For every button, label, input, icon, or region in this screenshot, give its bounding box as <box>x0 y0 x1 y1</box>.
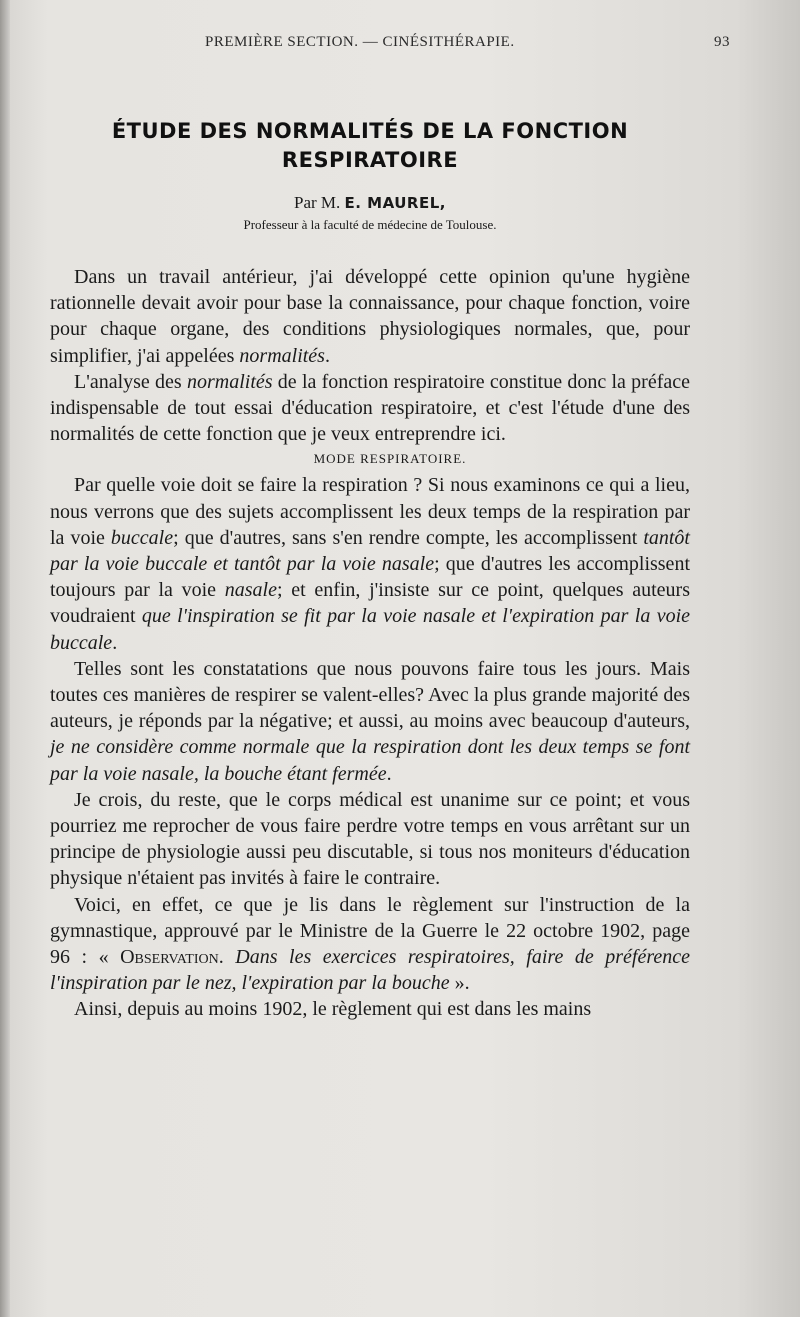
paragraph-text: ; que d'autres les accomplissent toujours par la voie <box>50 553 690 602</box>
emphasis-text: je ne considère comme normale que la respiration dont les deux temps se font par la voie nasale, la bouche étant fermée <box>50 736 690 785</box>
emphasis-text: nasale <box>224 579 277 602</box>
section-subheading: MODE RESPIRATOIRE. <box>313 451 467 467</box>
paragraph-7: Ainsi, depuis au moins 1902, le règlement qui est dans les mains <box>74 998 592 1021</box>
paragraph-6 <box>50 892 690 997</box>
paragraph-text: . <box>112 631 118 654</box>
paragraph-text: Telles sont les constatations que nous pouvons faire tous les jours. Mais toutes ces manières de respirer se valent-elles? Avec la plus grande majorité des auteurs, je réponds par la négative; et aussi, au moins avec beaucoup d'auteurs, <box>50 657 690 733</box>
paragraph-text: ». <box>449 972 470 995</box>
emphasis-text: tantôt par la voie buccale et tantôt par la voie nasale <box>50 526 690 576</box>
page-edge-shadow <box>0 0 10 1317</box>
paragraph-text: Voici, en effet, ce que je lis dans le règlement sur l'instruction de la gymnastique, approuvé par le Ministre de la Guerre le 22 octobre 1902, page 96 : « <box>50 893 690 969</box>
paragraph-3 <box>50 472 690 655</box>
paragraph-text: de la fonction respiratoire constitue donc la préface indispensable de tout essai d'éducation respiratoire, et c'est l'étude d'une des normalités de cette fonction que je veux entreprendre ici. <box>50 370 691 446</box>
paragraph-text: Dans un travail antérieur, j'ai développé cette opinion qu'une hygiène rationnelle devait avoir pour base la connaissance, pour chaque fonction, voire pour chaque organe, des conditions physiologiques normales, que, pour simplifier, j'ai appelées <box>50 266 690 367</box>
article-body <box>50 117 690 1023</box>
paragraph-text: L'analyse des <box>74 370 187 393</box>
paragraph-text: ; et enfin, j'insiste sur ce point, quelques auteurs voudraient <box>50 579 690 628</box>
article-title: ÉTUDE DES NORMALITÉS DE LA FONCTION RESPIRATOIRE <box>111 119 629 172</box>
paragraph-text: ; que d'autres, sans s'en rendre compte, les accomplissent <box>173 526 644 549</box>
paragraph-1 <box>50 264 690 369</box>
paragraph-text: Par quelle voie doit se faire la respiration ? Si nous examinons ce qui a lieu, nous verrons que des sujets accomplissent les deux temps de la respiration par la voie <box>50 474 690 549</box>
author-affiliation: Professeur à la faculté de médecine de Toulouse. <box>243 217 497 232</box>
paragraph-text <box>224 946 236 968</box>
paragraph-text: . <box>386 762 392 785</box>
paragraph-text: . <box>324 344 330 367</box>
paragraph-2 <box>50 369 690 448</box>
author-line <box>50 193 690 213</box>
author-name: E. MAUREL, <box>344 194 446 212</box>
page-number: 93 <box>714 34 730 50</box>
small-caps-text: Observation. <box>120 946 224 969</box>
running-title: PREMIÈRE SECTION. — CINÉSITHÉRAPIE. <box>205 34 515 50</box>
emphasis-text: normalités <box>186 370 273 393</box>
emphasis-text: buccale <box>110 526 174 549</box>
paragraph-4 <box>50 656 690 787</box>
emphasis-text: normalités <box>239 344 325 367</box>
paragraph-5: Je crois, du reste, que le corps médical est unanime sur ce point; et vous pourriez me reprocher de vous faire perdre votre temps en vous arrêtant sur un principe de physiologie aussi peu discutable, si tous nos moniteurs d'éducation physique n'étaient pas invités à faire le contraire. <box>50 788 690 890</box>
emphasis-text: que l'inspiration se fit par la voie nasale et l'expiration par la voie buccale <box>50 605 691 654</box>
emphasis-text: Dans les exercices respiratoires, faire de préférence l'inspiration par le nez, l'expiration par la bouche <box>50 946 690 995</box>
author-prefix: Par M. <box>293 193 341 212</box>
